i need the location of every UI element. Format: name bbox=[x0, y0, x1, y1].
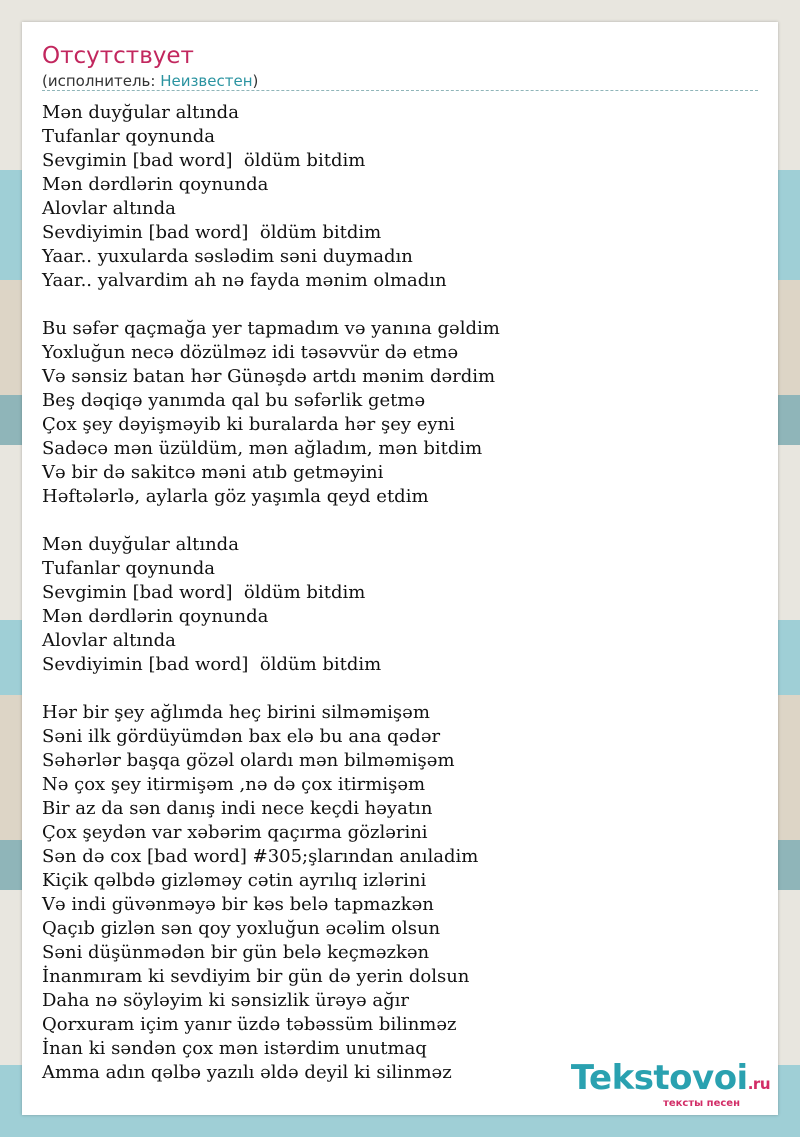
lyric-line: Beş dəqiqə yanımda qal bu səfərlik getmə bbox=[42, 390, 426, 411]
artist-suffix: ) bbox=[252, 72, 259, 90]
lyric-line: Tufanlar qoynunda bbox=[42, 558, 215, 579]
lyric-line: Alovlar altında bbox=[42, 198, 176, 219]
lyric-line: Amma adın qəlbə yazılı əldə deyil ki silinməz bbox=[42, 1062, 452, 1083]
lyric-line: Çox şey dəyişməyib ki buralarda hər şey eyni bbox=[42, 414, 455, 435]
song-title: Отсутствует bbox=[42, 43, 194, 69]
lyric-line: Sevgimin [bad word] öldüm bitdim bbox=[42, 150, 366, 171]
lyrics-stanza bbox=[42, 101, 758, 293]
lyric-line: Tufanlar qoynunda bbox=[42, 126, 215, 147]
lyric-line: Mən duyğular altında bbox=[42, 102, 239, 123]
lyric-line: Qorxuram içim yanır üzdə təbəssüm bilinməz bbox=[42, 1014, 457, 1035]
lyric-line: Bir az da sən danış indi nece keçdi həyatın bbox=[42, 798, 433, 819]
lyric-line: Yaar.. yalvardim ah nə fayda mənim olmadın bbox=[42, 270, 447, 291]
lyrics-stanza bbox=[42, 317, 758, 509]
lyric-line: Və bir də sakitcə məni atıb getməyini bbox=[42, 462, 384, 483]
lyric-line: Yaar.. yuxularda səslədim səni duymadın bbox=[42, 246, 413, 267]
lyric-line: Sən də cox [bad word] #305;şlarından anıladim bbox=[42, 846, 479, 867]
lyric-line: Çox şeydən var xəbərim qaçırma gözlərini bbox=[42, 822, 428, 843]
lyric-line: Hər bir şey ağlımda heç birini silməmişəm bbox=[42, 702, 430, 723]
lyric-line: Nə çox şey itirmişəm ,nə də çox itirmişəm bbox=[42, 774, 426, 795]
lyric-line: Alovlar altında bbox=[42, 630, 176, 651]
lyric-line: Mən dərdlərin qoynunda bbox=[42, 174, 269, 195]
lyric-line: Və sənsiz batan hər Günəşdə artdı mənim dərdim bbox=[42, 366, 496, 387]
lyric-line: Səni ilk gördüyümdən bax elə bu ana qədər bbox=[42, 726, 441, 747]
lyric-line: Sevgimin [bad word] öldüm bitdim bbox=[42, 582, 366, 603]
lyric-line: Daha nə söyləyim ki sənsizlik ürəyə ağır bbox=[42, 990, 410, 1011]
lyric-line: Həftələrlə, aylarla göz yaşımla qeyd etdim bbox=[42, 486, 429, 507]
divider bbox=[42, 90, 758, 91]
lyrics-stanza bbox=[42, 701, 758, 1085]
site-logo[interactable] bbox=[571, 1060, 770, 1109]
lyric-line: Səhərlər başqa gözəl olardı mən bilməmişəm bbox=[42, 750, 455, 771]
artist-line bbox=[42, 71, 258, 91]
lyric-line: Bu səfər qaçmağa yer tapmadım və yanına gəldim bbox=[42, 318, 500, 339]
lyric-line: Sadəcə mən üzüldüm, mən ağladım, mən bitdim bbox=[42, 438, 483, 459]
logo-name: Tekstovoi bbox=[570, 1058, 748, 1098]
lyric-line: İnanmıram ki sevdiyim bir gün də yerin dolsun bbox=[42, 966, 470, 987]
lyric-line: Kiçik qəlbdə gizləməy cətin ayrılıq izlərini bbox=[42, 870, 427, 891]
lyric-line: Sevdiyimin [bad word] öldüm bitdim bbox=[42, 222, 382, 243]
lyrics-body bbox=[42, 101, 758, 1109]
artist-prefix: (исполнитель: bbox=[42, 72, 161, 90]
lyric-line: Mən duyğular altında bbox=[42, 534, 239, 555]
artist-link[interactable]: Неизвестен bbox=[160, 72, 253, 90]
lyric-line: Və indi güvənməyə bir kəs belə tapmazkən bbox=[42, 894, 434, 915]
lyric-line: Yoxluğun necə dözülməz idi təsəvvür də etmə bbox=[42, 342, 459, 363]
lyric-line: Səni düşünmədən bir gün belə keçməzkən bbox=[42, 942, 430, 963]
lyrics-stanza bbox=[42, 533, 758, 677]
lyric-line: Qaçıb gizlən sən qoy yoxluğun əcəlim olsun bbox=[42, 918, 441, 939]
lyric-line: Sevdiyimin [bad word] öldüm bitdim bbox=[42, 654, 382, 675]
lyrics-sheet bbox=[22, 22, 778, 1115]
logo-tagline: тексты песен bbox=[663, 1098, 740, 1109]
lyric-line: Mən dərdlərin qoynunda bbox=[42, 606, 269, 627]
logo-tld: .ru bbox=[747, 1075, 770, 1093]
lyric-line: İnan ki səndən çox mən istərdim unutmaq bbox=[42, 1038, 427, 1059]
